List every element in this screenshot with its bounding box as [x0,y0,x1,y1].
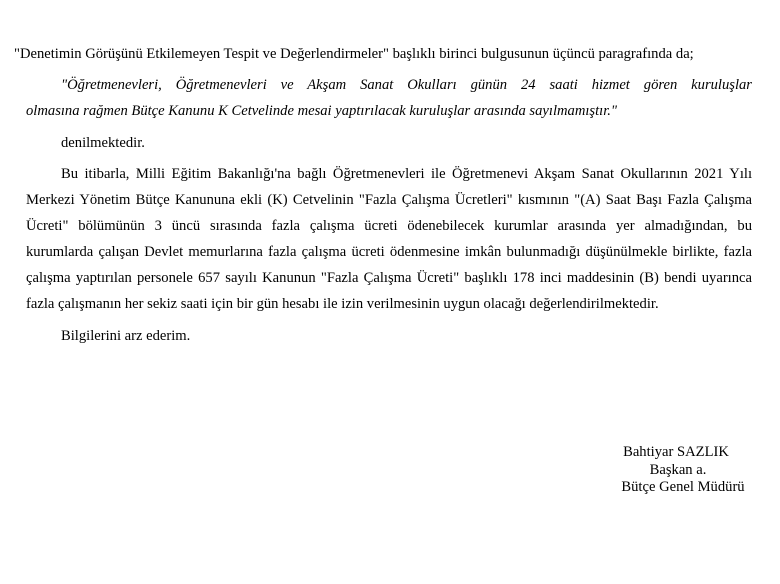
body-line-1: Bu itibarla, Milli Eğitim Bakanlığı'na bağlı Öğretmenevleri ile Öğretmenevi Akşam Sanat Okullarının 2021 Yılı [61,166,752,182]
signature-title: Başkan a. [649,462,707,478]
after-quote-text: denilmektedir. [61,135,145,151]
signature-name: Bahtiyar SAZLIK [623,444,729,460]
quote-line-1: "Öğretmenevleri, Öğretmenevleri ve Akşam Sanat Okulları günün 24 saati hizmet gören kuruluşlar [61,77,752,93]
closing-text: Bilgilerini arz ederim. [61,328,191,344]
body-line-4: kurumlarda çalışan Devlet memurlarına fazla çalışma ücreti ödenmesine imkân bulunmadığı düşünülmekle birlikte, fazla [26,244,752,260]
intro-line: "Denetimin Görüşünü Etkilemeyen Tespit ve Değerlendirmeler" başlıklı birinci bulgusunun üçüncü paragrafında da; [14,46,694,62]
body-line-5: çalışma yaptırılan personele 657 sayılı Kanunun "Fazla Çalışma Ücreti" başlıklı 178 inci maddesinin (B) bendi uyarınca [26,270,752,286]
body-line-3: Ücreti" bölümünün 3 üncü sırasında fazla çalışma ücreti ödenebilecek kurumlar arasında yer almadığından, bu [26,218,752,234]
quote-line-2: olmasına rağmen Bütçe Kanunu K Cetvelinde mesai yaptırılacak kuruluşlar arasında sayılmamıştır." [26,103,618,119]
body-line-2: Merkezi Yönetim Bütçe Kanununa ekli (K) Cetvelinin "Fazla Çalışma Ücretleri" kısmının "(A) Saat Başı Fazla Çalışma [26,192,752,208]
signature-office: Bütçe Genel Müdürü [621,479,745,495]
body-line-6: fazla çalışmanın her sekiz saati için bir gün hesabı ile izin verilmesinin uygun olacağı değerlendirilmektedir. [26,296,659,312]
